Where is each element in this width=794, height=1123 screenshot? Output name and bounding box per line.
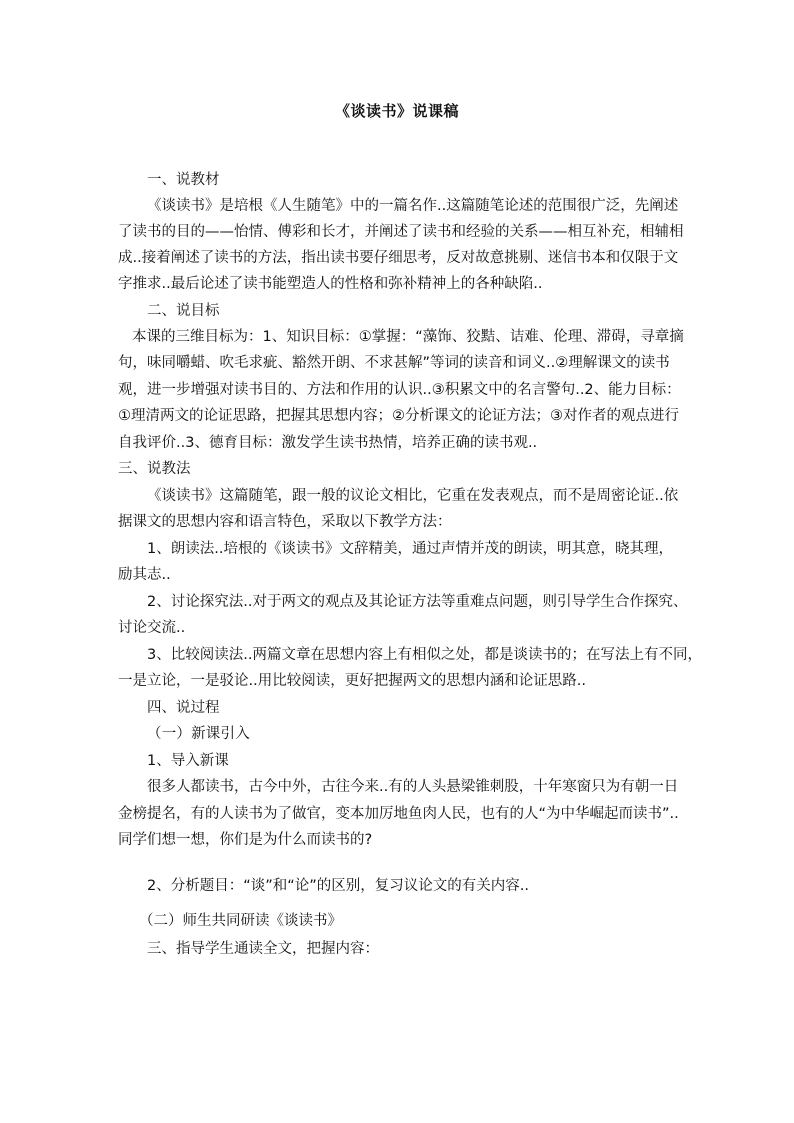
subsection-heading: （二）师生共同研读《谈读书》 [139, 913, 342, 929]
paragraph-line: 观，进一步增强对读书目的、方法和作用的认识..③积累文中的名言警句..2、能力目标： [118, 382, 681, 398]
paragraph-line: ①理清两文的论证思路，把握其思想内容；②分析课文的论证方法；③对作者的观点进行 [118, 408, 679, 424]
section-heading-methods: 三、说教法 [118, 461, 191, 477]
paragraph-line: 励其志.. [118, 567, 171, 583]
paragraph-line: 金榜提名，有的人读书为了做官，变本加厉地鱼肉人民，也有的人“为中华崛起而读书”.. [118, 806, 679, 822]
subsection-item: 1、导入新课 [147, 753, 229, 769]
paragraph-line: 讨论交流.. [118, 620, 186, 636]
page-title: 《谈读书》说课稿 [334, 102, 459, 120]
paragraph-line: 自我评价..3、德育目标：激发学生读书热情，培养正确的读书观.. [118, 435, 538, 451]
paragraph-line: 3、比较阅读法..两篇文章在思想内容上有相似之处，都是谈读书的；在写法上有不同， [147, 647, 702, 663]
paragraph-line: 很多人都读书，古今中外，古往今来..有的人头悬梁锥刺股，十年寒窗只为有朝一日 [147, 779, 679, 795]
paragraph-line: 字推求..最后论述了读书能塑造人的性格和弥补精神上的各种缺陷.. [118, 276, 543, 292]
paragraph-line: 三、指导学生通读全文，把握内容： [147, 941, 379, 957]
paragraph-line: 句，味同嚼蜡、吹毛求疵、豁然开朗、不求甚解”等词的读音和词义..②理解课文的读书 [118, 355, 670, 371]
paragraph-line: 同学们想一想，你们是为什么而读书的? [118, 832, 373, 848]
paragraph-line: 本课的三维目标为：1、知识目标：①掌握：“藻饰、狡黠、诘难、伦理、滞碍，寻章摘 [132, 329, 684, 345]
paragraph-line: 《谈读书》这篇随笔，跟一般的议论文相比，它重在发表观点，而不是周密论证..依 [147, 488, 679, 504]
section-heading-teaching-material: 一、说教材 [147, 172, 220, 188]
subsection-heading: （一）新课引入 [147, 726, 250, 742]
subsection-item: 2、分析题目：“谈”和“论”的区别，复习议论文的有关内容.. [147, 878, 529, 894]
paragraph-line: 1、朗读法..培根的《谈读书》文辞精美，通过声情并茂的朗读，明其意，晓其理， [147, 541, 673, 557]
paragraph-line: 成..接着阐述了读书的方法，指出读书要仔细思考，反对故意挑剔、迷信书本和仅限于文 [118, 250, 679, 266]
paragraph-line: 据课文的思想内容和语言特色，采取以下教学方法： [118, 514, 452, 530]
section-heading-process: 四、说过程 [147, 700, 220, 716]
paragraph-line: 了读书的目的——怡情、傅彩和长才，并阐述了读书和经验的关系——相互补充，相辅相 [118, 224, 684, 240]
paragraph-line: 2、讨论探究法..对于两文的观点及其论证方法等重难点问题，则引导学生合作探究、 [147, 594, 688, 610]
section-heading-objectives: 二、说目标 [147, 303, 220, 319]
paragraph-line: 一是立论，一是驳论..用比较阅读，更好把握两文的思想内涵和论证思路.. [118, 673, 586, 689]
paragraph-line: 《谈读书》是培根《人生随笔》中的一篇名作..这篇随笔论述的范围很广泛，先阐述 [147, 198, 679, 214]
